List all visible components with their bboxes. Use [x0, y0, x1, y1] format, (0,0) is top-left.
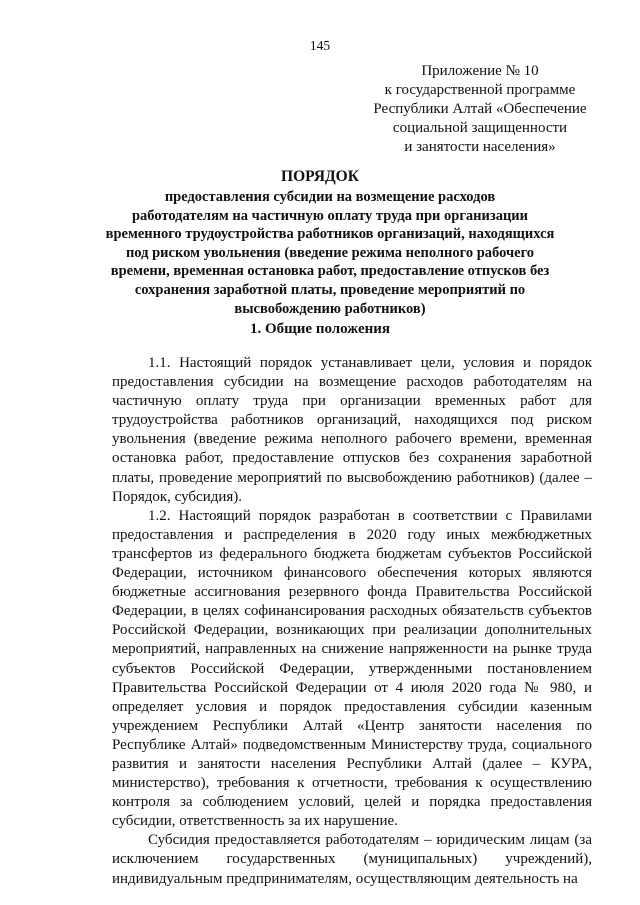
subtitle-line: предоставления субсидии на возмещение расходов: [164, 189, 496, 205]
body-text: [112, 354, 592, 889]
subtitle-line: временного трудоустройства работников организаций, находящихся: [105, 226, 555, 243]
document-title: ПОРЯДОК: [281, 168, 359, 185]
page-number: 145: [309, 38, 331, 53]
appendix-line: Республики Алтай «Обеспечение: [373, 101, 587, 117]
appendix-line: социальной защищенности: [392, 120, 568, 136]
paragraph: Субсидия предоставляется работодателям – юридическим лицам (за исключением государственных (муниципальных) учреждений), индивидуальным предпринимателям, осуществляющим деятельность на: [112, 832, 592, 887]
subtitle-line: под риском увольнения (введение режима неполного рабочего: [125, 244, 535, 261]
subtitle-line: сохранения заработной платы, проведение мероприятий по: [134, 281, 526, 298]
appendix-line: Приложение № 10: [421, 63, 539, 79]
paragraph: 1.2. Настоящий порядок разработан в соответствии с Правилами предоставления и распределения в 2020 году иных межбюджетных трансфертов из федерального бюджета бюджетам субъектов Российской Федерации, источником финансового обеспечения которых являются бюджетные ассигнования резервного фонда Правительства Российской Федерации, в целях софинансирования расходных обязательств субъектов Российской Федерации, возникающих при реализации дополнительных мероприятий, направленных на снижение напряженности на рынке труда субъектов Российской Федерации, утвержденными постановлением Правительства Российской Федерации от 4 июля 2020 года № 980, и определяет условия и порядок предоставления субсидии казенным учреждением Республики Алтай «Центр занятости населения по Республике Алтай» подведомственным Министерству труда, социального развития и занятости населения Республики Алтай (далее – КУРА, министерство), требования к отчетности, требования к осуществлению контроля за соблюдением условий, целей и порядка предоставления субсидии, ответственность за их нарушение.: [112, 507, 592, 830]
subtitle-line: времени, временная остановка работ, предоставление отпусков без: [110, 263, 550, 280]
appendix-line: и занятости населения»: [404, 139, 556, 155]
appendix-block: [360, 62, 600, 157]
paragraph: 1.1. Настоящий порядок устанавливает цели, условия и порядок предоставления субсидии на возмещение расходов работодателям на частичную оплату труда при организации временных работ для трудоустройства работников организаций, находящихся под риском увольнения (введение режима неполного рабочего времени, временная остановка работ, предоставление отпусков без сохранения заработной платы, проведение мероприятий по высвобождению работников) (далее – Порядок, субсидия).: [112, 355, 592, 505]
subtitle-line: высвобождению работников): [234, 300, 426, 317]
document-subtitle: [100, 188, 560, 318]
appendix-line: к государственной программе: [384, 82, 576, 98]
subtitle-line: работодателям на частичную оплату труда при организации: [131, 207, 529, 224]
section-heading: 1. Общие положения: [249, 321, 391, 337]
